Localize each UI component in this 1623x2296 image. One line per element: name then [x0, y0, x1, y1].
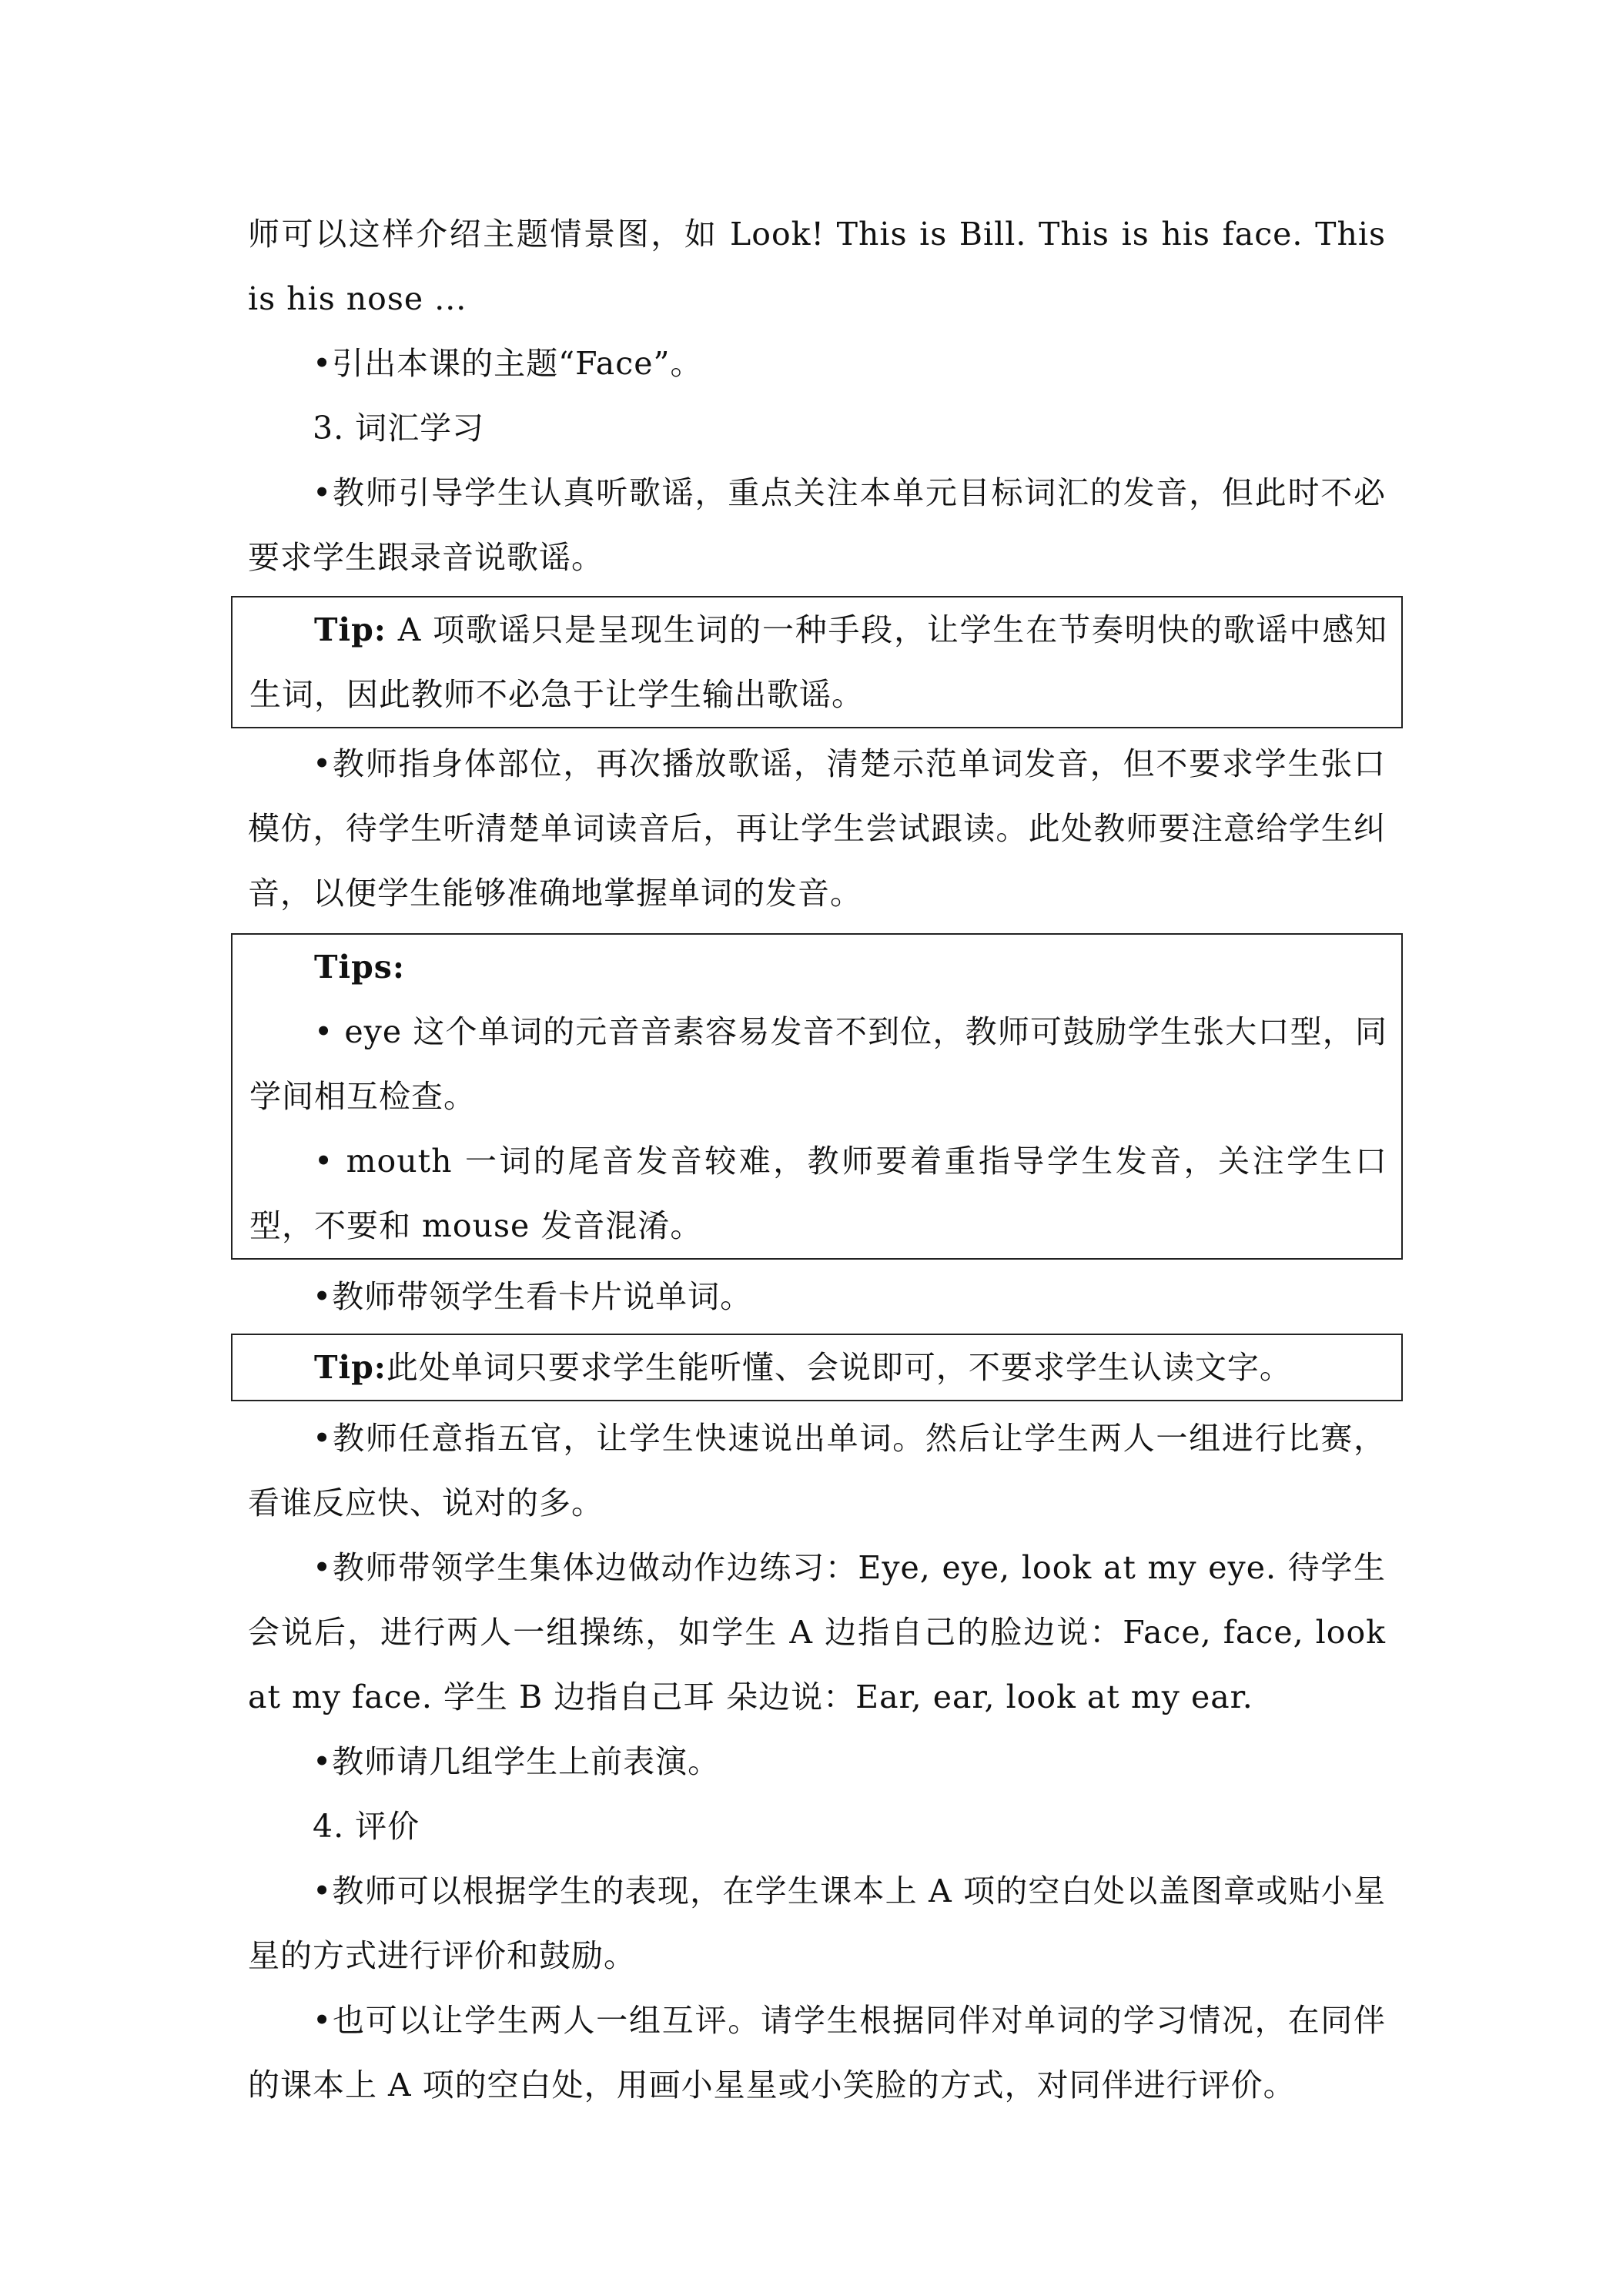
paragraph-introduce-topic: •引出本课的主题“Face”。	[313, 345, 703, 382]
section-heading-evaluation: 4. 评价	[313, 1808, 420, 1845]
tips-item-eye: • eye 这个单词的元音音素容易发音不到位，教师可鼓励学生张大口型，同学间相互检查。	[249, 1013, 1387, 1115]
tips-item-mouth: • mouth 一词的尾音发音较难，教师要着重指导学生发音，关注学生口型，不要和 mouse 发音混淆。	[249, 1143, 1387, 1244]
paragraph-teacher-evaluation: •教师可以根据学生的表现，在学生课本上 A 项的空白处以盖图章或贴小星星的方式进行评价和鼓励。	[248, 1873, 1386, 1974]
tip-word-cards-text: 此处单词只要求学生能听懂、会说即可，不要求学生认读文字。	[386, 1349, 1292, 1386]
paragraph-point-features: •教师任意指五官，让学生快速说出单词。然后让学生两人一组进行比赛，看谁反应快、说对的多。	[248, 1420, 1386, 1521]
paragraph-intro-continued: 师可以这样介绍主题情景图，如 Look! This is Bill. This is his face. This is his nose ...	[248, 216, 1386, 317]
paragraph-listen-chant: •教师引导学生认真听歌谣，重点关注本单元目标词汇的发音，但此时不必要求学生跟录音说歌谣。	[248, 474, 1386, 576]
tip-label: Tip:	[314, 1349, 387, 1386]
tip-chant-text: A 项歌谣只是呈现生词的一种手段，让学生在节奏明快的歌谣中感知生词，因此教师不必急于让学生输出歌谣。	[249, 611, 1387, 713]
tip-chant-paragraph	[249, 597, 1387, 727]
tip-label: Tip:	[314, 611, 387, 648]
paragraph-peer-evaluation: •也可以让学生两人一组互评。请学生根据同伴对单词的学习情况，在同伴的课本上 A 项的空白处，用画小星星或小笑脸的方式，对同伴进行评价。	[248, 2002, 1386, 2104]
tip-box-chant	[231, 596, 1403, 728]
tips-label: Tips:	[314, 949, 405, 986]
tip-word-cards-paragraph	[249, 1335, 1387, 1400]
paragraph-pronunciation: •教师指身体部位，再次播放歌谣，清楚示范单词发音，但不要求学生张口模仿，待学生听清楚单词读音后，再让学生尝试跟读。此处教师要注意给学生纠音，以便学生能够准确地掌握单词的发音。	[248, 745, 1386, 912]
tips-box-pronunciation	[231, 933, 1403, 1260]
tip-box-word-cards	[231, 1334, 1403, 1401]
paragraph-group-performance: •教师请几组学生上前表演。	[313, 1743, 721, 1780]
section-heading-vocabulary: 3. 词汇学习	[313, 410, 485, 447]
document-body	[248, 202, 1386, 2117]
paragraph-word-cards: •教师带领学生看卡片说单词。	[313, 1278, 753, 1315]
paragraph-action-practice: •教师带领学生集体边做动作边练习：Eye, eye, look at my eye. 待学生会说后，进行两人一组操练，如学生 A 边指自己的脸边说：Face, face, look at my face. 学生 B 边指自己耳 朵边说：Ear, ear, look at my ear.	[248, 1549, 1386, 1715]
